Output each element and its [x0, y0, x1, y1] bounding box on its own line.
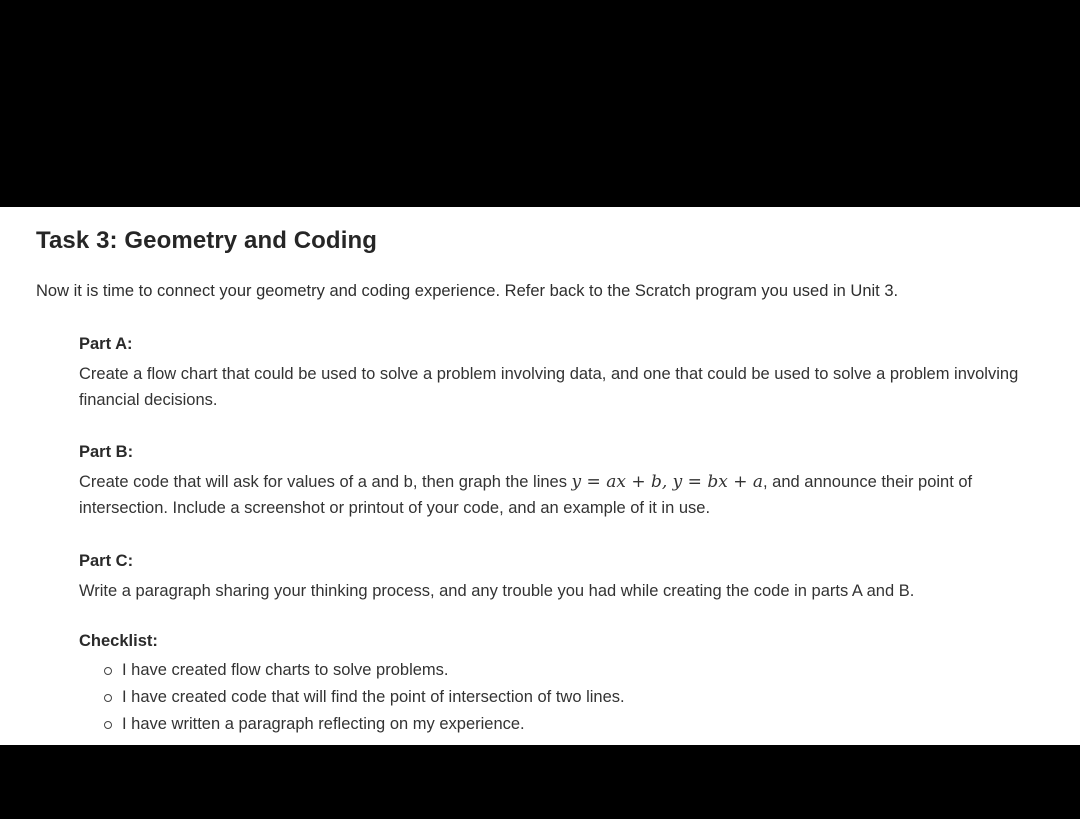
hollow-bullet-icon	[104, 694, 112, 702]
task-intro: Now it is time to connect your geometry and coding experience. Refer back to the Scratch program you used in Unit 3.	[36, 282, 899, 300]
checklist-list	[79, 657, 1054, 738]
part-a-section	[79, 335, 1054, 413]
checklist-item	[104, 657, 1054, 684]
part-c-heading: Part C:	[79, 552, 134, 570]
task-title: Task 3: Geometry and Coding	[36, 227, 377, 254]
bottom-black-bar	[0, 745, 1080, 819]
part-a-body: Create a flow chart that could be used to solve a problem involving data, and one that could be used to solve a problem involving financial decisions.	[79, 365, 1019, 409]
part-c-body: Write a paragraph sharing your thinking process, and any trouble you had while creating the code in parts A and B.	[79, 582, 915, 600]
checklist-item	[104, 684, 1054, 711]
part-b-body	[79, 469, 1054, 521]
checklist-item	[104, 711, 1054, 738]
hollow-bullet-icon	[104, 667, 112, 675]
checklist-section	[79, 632, 1054, 738]
task-document	[0, 207, 1080, 745]
checklist-item-text: I have created code that will find the point of intersection of two lines.	[122, 688, 625, 706]
part-c-section	[79, 552, 1054, 604]
part-b-equation: y = ax + b, y = bx + a	[571, 472, 763, 492]
part-b-section	[79, 443, 1054, 521]
top-black-bar	[0, 0, 1080, 207]
part-b-text-after: , and announce their point of intersection. Include a screenshot or printout of your code, and an example of it in use.	[79, 473, 973, 517]
part-a-heading: Part A:	[79, 335, 133, 353]
checklist-heading: Checklist:	[79, 632, 158, 650]
hollow-bullet-icon	[104, 721, 112, 729]
checklist-item-text: I have written a paragraph reflecting on my experience.	[122, 715, 525, 733]
part-b-text-before: Create code that will ask for values of a and b, then graph the lines	[79, 473, 572, 491]
checklist-item-text: I have created flow charts to solve problems.	[122, 661, 449, 679]
part-b-heading: Part B:	[79, 443, 134, 461]
